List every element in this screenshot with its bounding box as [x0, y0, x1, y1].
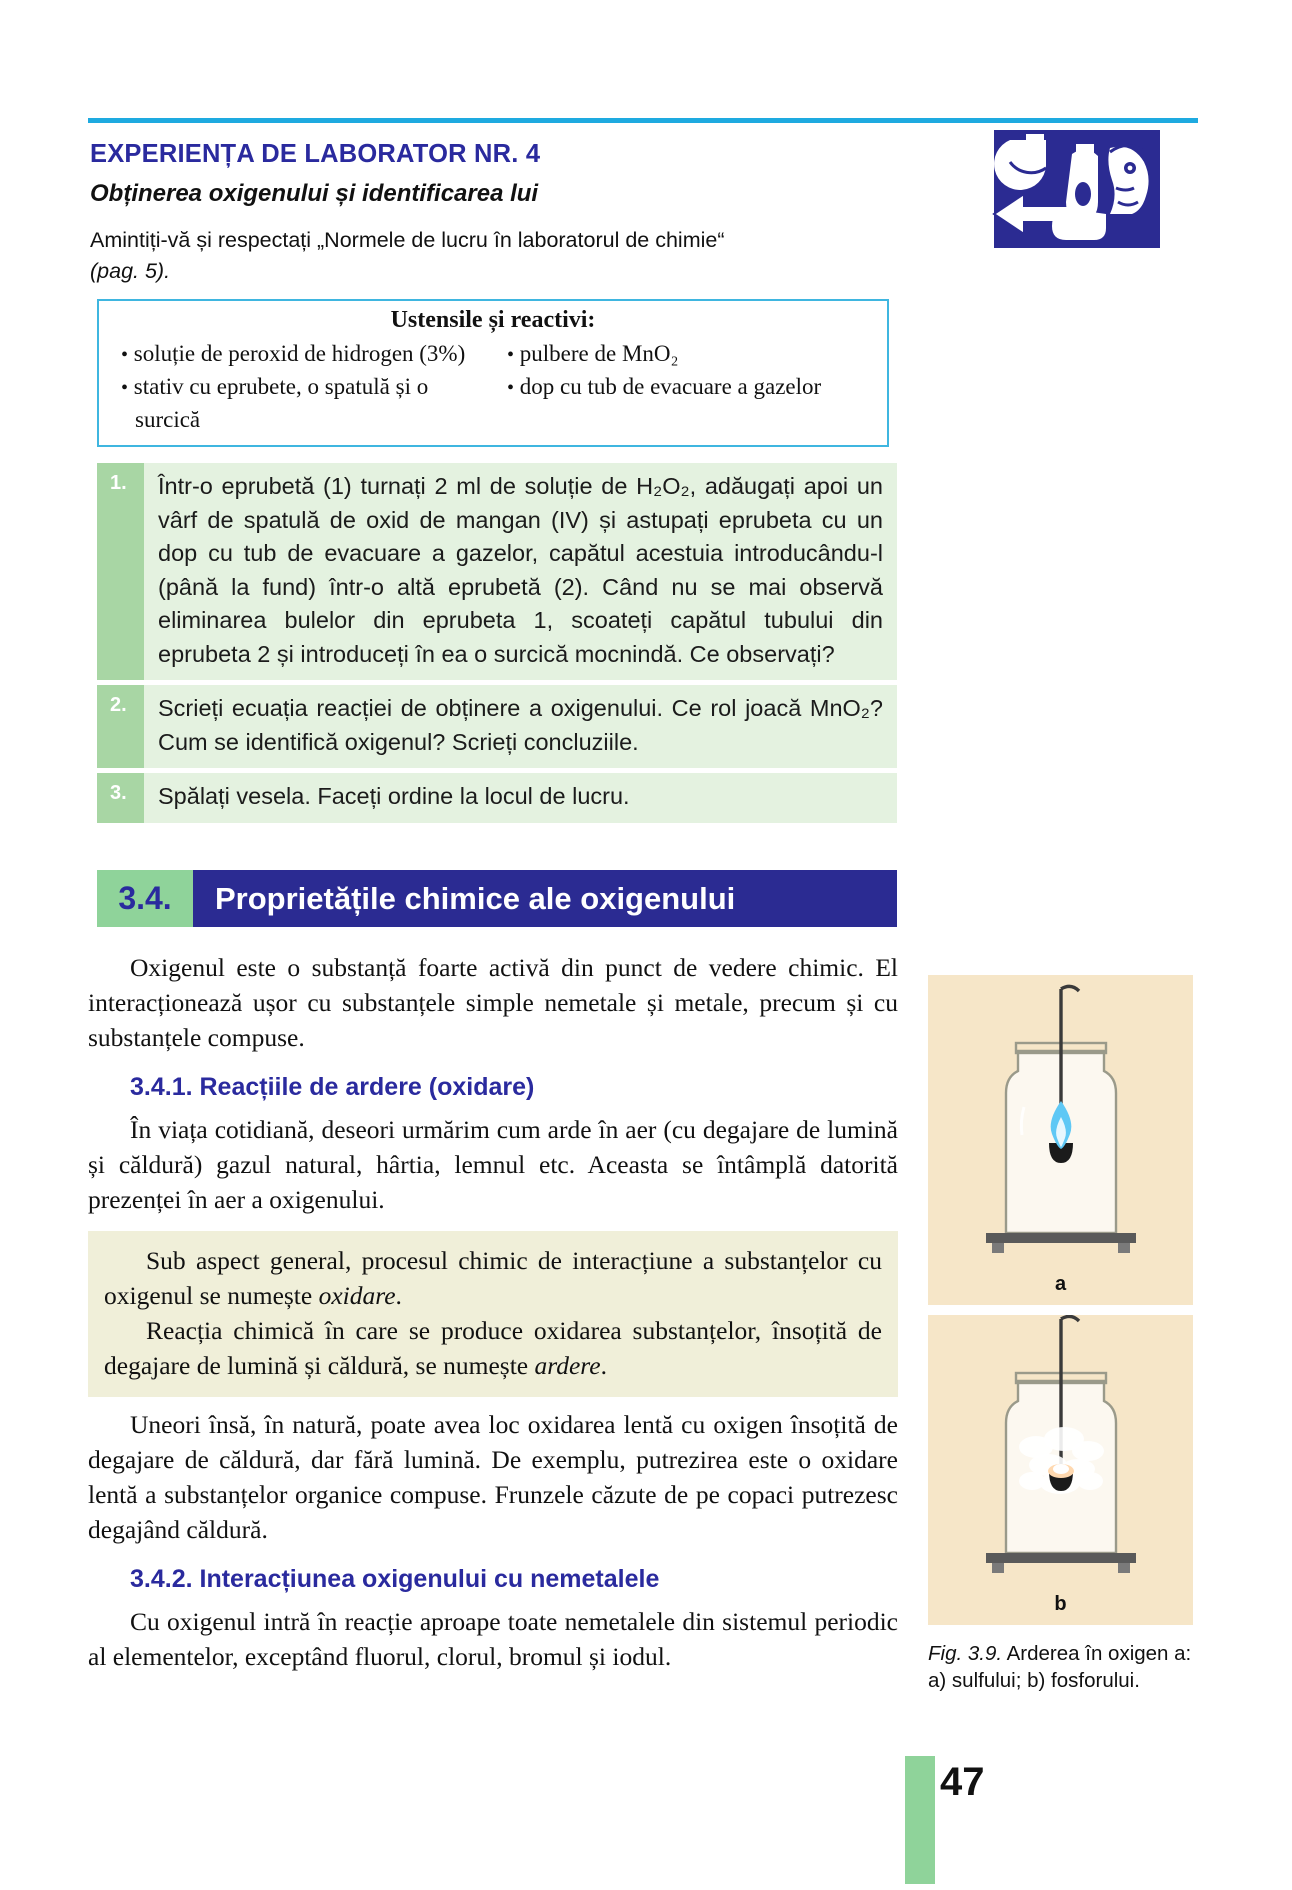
definition-ardere-term: ardere [534, 1351, 601, 1380]
lab-steps-list [97, 463, 897, 828]
materials-item-label: pulbere de MnO₂ [519, 341, 679, 366]
lab-safety-note-line1: Amintiți-vă și respectați „Normele de lucru în laboratorul de chimie“ [90, 228, 725, 252]
materials-item-continuation: surcică [135, 407, 201, 432]
lab-step-number: 1. [97, 463, 144, 680]
figure-b-label: b [1054, 1593, 1067, 1615]
materials-item: • soluție de peroxid de hidrogen (3%) [121, 341, 466, 366]
figure-caption-number: Fig. 3.9. [928, 1642, 1003, 1665]
lab-step-text: Scrieți ecuația reacției de obținere a oxigenului. Ce rol joacă MnO₂? Cum se identifică oxigenul? Scrieți concluziile. [158, 695, 883, 755]
definition-ardere [104, 1313, 882, 1383]
lab-step-text: Spălați vesela. Faceți ordine la locul de lucru. [158, 783, 630, 809]
lab-step [97, 773, 897, 823]
intro-paragraph: Oxigenul este o substanță foarte activă din punct de vedere chimic. El interacționează ușor cu substanțele simple nemetale și metale, precum și cu substanțele compuse. [88, 953, 898, 1052]
lab-step [97, 463, 897, 680]
paragraph-slow-oxidation: Uneori însă, în natură, poate avea loc oxidarea lentă cu oxigen însoțită de degajare de căldură, dar fără lumină. De exemplu, putrezirea este o oxidare lentă a substanțelor organice compuse. Frunzele căzute de pe copaci putrezesc degajând căldură. [88, 1410, 898, 1544]
definition-oxidare-tail: . [395, 1281, 402, 1310]
figure-a-label: a [1054, 1273, 1067, 1295]
definition-ardere-text: Reacția chimică în care se produce oxidarea substanțelor, însoțită de degajare de lumină și căldură, se numește [104, 1316, 882, 1380]
chemistry-lab-icon [976, 130, 1160, 270]
definition-box [88, 1231, 898, 1397]
materials-item: • stativ cu eprubete, o spatulă și o [121, 374, 429, 399]
materials-box [97, 299, 889, 447]
subsection-title-342: 3.4.2. Interacțiunea oxigenului cu nemetalele [130, 1565, 660, 1593]
lab-experiment-title: EXPERIENȚA DE LABORATOR NR. 4 [90, 140, 541, 168]
page-number-tab [905, 1756, 935, 1884]
materials-box-title: Ustensile și reactivi: [390, 307, 596, 333]
figure-b-phosphorus-combustion [928, 1315, 1193, 1625]
paragraph-combustion-intro: În viața cotidiană, deseori urmărim cum arde în aer (cu degajare de lumină și căldură) gazul natural, hârtia, lemnul etc. Aceasta se întâmplă datorită prezenței în aer a oxigenului. [88, 1115, 898, 1214]
materials-left-column [99, 338, 493, 435]
lab-step [97, 685, 897, 768]
figure-caption-text: Arderea în oxigen a: a) sulfului; b) fosforului. [928, 1642, 1192, 1692]
materials-item-label: soluție de peroxid de hidrogen (3%) [133, 341, 466, 366]
materials-item-label: stativ cu eprubete, o spatulă și o [133, 374, 429, 399]
section-header-band [97, 870, 897, 927]
lab-experiment-subtitle: Obținerea oxigenului și identificarea lui [90, 180, 539, 207]
lab-safety-note-line2: (pag. 5). [90, 259, 171, 283]
definition-ardere-tail: . [600, 1351, 607, 1380]
materials-item: • pulbere de MnO₂ [507, 341, 679, 366]
subsection-title-341: 3.4.1. Reacțiile de ardere (oxidare) [130, 1073, 535, 1101]
materials-item: • dop cu tub de evacuare a gazelor [507, 374, 822, 399]
definition-oxidare [104, 1243, 882, 1313]
lab-step-text: Într-o eprubetă (1) turnați 2 ml de soluție de H₂O₂, adăugați apoi un vârf de spatulă de oxid de mangan (IV) și astupați eprubeta cu un dop cu tub de evacuare a gazelor, capătul acestuia introducându-l (până la fund) într-o altă eprubetă (2). Când nu se mai observă eliminarea bulelor din eprubeta 1, scoateți capătul tubului din eprubeta 2 și introduceți în ea o surcică mocnindă. Ce observați? [158, 473, 883, 667]
figure-a-sulfur-combustion [928, 975, 1193, 1305]
section-number: 3.4. [97, 870, 193, 927]
body-text-column [88, 950, 898, 1676]
top-divider-rule [88, 118, 1198, 123]
lab-step-number: 2. [97, 685, 144, 768]
section-title: Proprietățile chimice ale oxigenului [193, 870, 897, 927]
materials-item-label: dop cu tub de evacuare a gazelor [519, 374, 822, 399]
figure-caption [928, 1640, 1198, 1694]
definition-oxidare-text: Sub aspect general, procesul chimic de interacțiune a substanțelor cu oxigenul se numește [104, 1246, 882, 1310]
lab-step-number: 3. [97, 773, 144, 823]
page-number: 47 [940, 1760, 985, 1804]
materials-right-column [493, 338, 887, 435]
lab-safety-note [90, 225, 890, 287]
paragraph-nonmetals: Cu oxigenul intră în reacție aproape toate nemetalele din sistemul periodic al elementelor, exceptând fluorul, clorul, bromul și iodul. [88, 1607, 898, 1671]
definition-oxidare-term: oxidare [318, 1281, 396, 1310]
